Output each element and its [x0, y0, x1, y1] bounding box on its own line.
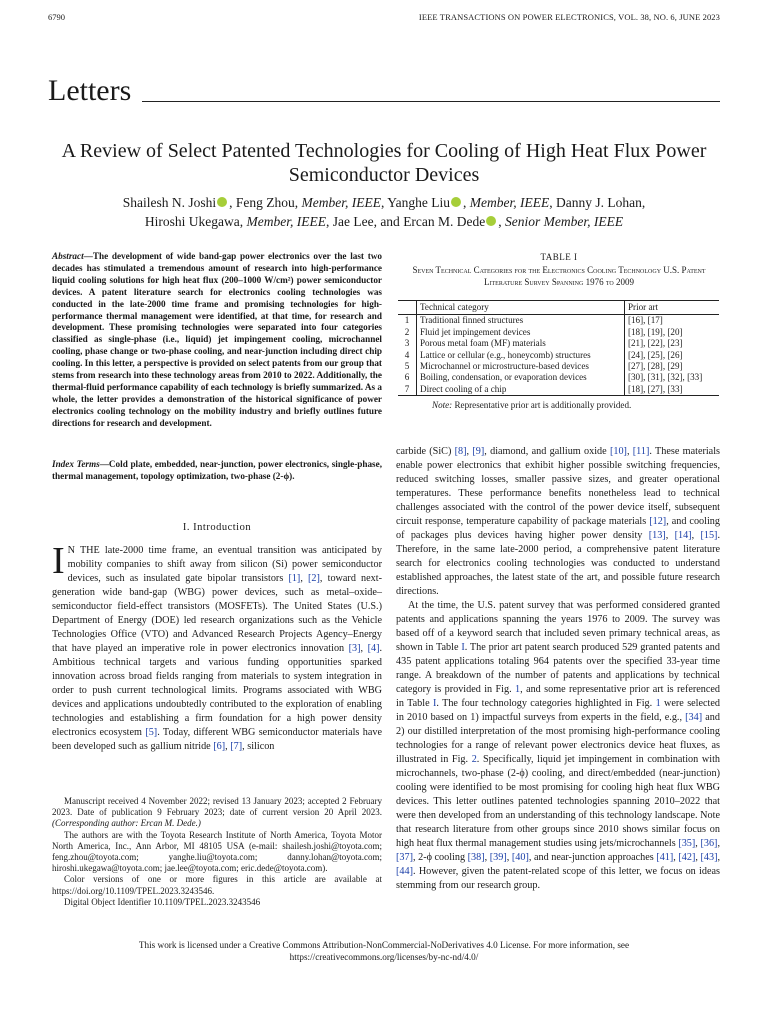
reference-link[interactable]: 1: [655, 698, 661, 709]
right-column-body: [396, 445, 720, 893]
reference-link[interactable]: [11]: [632, 446, 650, 457]
author: [556, 195, 642, 210]
reference-link[interactable]: [36]: [700, 838, 718, 849]
reference-link[interactable]: [3]: [348, 643, 361, 654]
author-line-1: Shailesh N. Joshi , Feng Zhou, Member, IEEE, Yanghe Liu , Member, IEEE, Danny J. Lohan,: [122, 195, 646, 210]
abstract-text: The development of wide band-gap power electronics over the last two decades has stimulated a tremendous amount of research into high-performance liquid cooling solutions for high heat flux (200–1000 W/cm²) power semiconductor devices. A patent literature search for electronics cooling technologies was conducted in the late-2000 time frame and promising technologies for high-performance thermal management were identified, at that time, for research and development. These promising technologies were separated into four categories classified as single-phase (i.e., liquid) jet impingement cooling, microchannel cooling, phase change or two-phase cooling, and near-junction including direct chip cooling. In this letter, a perspective is provided on select patents from our group that stems from research into these technology areas from 2010 to 2022. Additionally, the thermal-fluid performance capability of each technology is briefly summarized. As a whole, the letter provides a demonstration of the historical significance of power electronics cooling technology on the mobility industry and briefly outlines future directions for research and development.: [52, 251, 382, 428]
reference-link[interactable]: [1]: [288, 573, 301, 584]
reference-link[interactable]: [37]: [396, 852, 413, 863]
intro-paragraph: I N THE late-2000 time frame, an eventual transition was anticipated by mobility companies to shift away from silicon (Si) power semiconductor devices, such as insulated gate bipolar transistors [1], [2], toward next-generation wide band-gap (WBG) power devices, such as metal–oxide–semiconductor field-effect transistors (MOSFETs). The United States (U.S.) Department of Energy (DOE) led research organizations such as the Vehicle Technologies Office (VTO) and Advanced Research Projects Agency–Energy that have played an imperative role in power electronics innovation [3], [4]. Ambitious technical targets and various funding opportunities sparked innovation across broad fields ranging from materials to system integration in order to push current technological limits. Programs associated with WBG devices and applications undoubtedly contributed to the exploration of enabling technologies and establishing a firm foundation for a high power density electronics ecosystem [5]. Today, different WBG semiconductor materials have been developed such as gallium nitride [6], [7], silicon: [52, 540, 383, 752]
table-cell-num: 2: [398, 327, 417, 338]
author-membership: Senior Member, IEEE: [505, 214, 624, 229]
table-note-text: Representative prior art is additionally provided.: [452, 400, 632, 410]
table-cell-prior-art: [18], [19], [20]: [627, 326, 683, 337]
reference-link[interactable]: [12]: [649, 516, 667, 527]
table-cell-prior-art: [27], [28], [29]: [627, 361, 683, 372]
reference-link[interactable]: [15]: [700, 530, 718, 541]
page-number: 6790: [48, 12, 65, 22]
table-cell-num: 1: [398, 315, 417, 327]
reference-link[interactable]: [43]: [700, 852, 718, 863]
orcid-icon[interactable]: [486, 216, 496, 226]
table-cell-prior-art: [18], [27], [33]: [624, 384, 719, 396]
author: Feng Zhou, Member, IEEE: [235, 195, 381, 210]
table-caption: Seven Technical Categories for the Electronics Cooling Technology U.S. Patent Literature Survey Spanning 1976 to 2009: [412, 265, 706, 287]
reference-link[interactable]: [9]: [472, 446, 485, 457]
author-membership: Member, IEEE: [469, 195, 550, 210]
reference-link[interactable]: [13]: [648, 530, 666, 541]
reference-link[interactable]: 1: [515, 684, 521, 695]
reference-link[interactable]: [10]: [609, 446, 627, 457]
author: Hiroshi Ukegawa, Member, IEEE: [144, 214, 326, 229]
reference-link[interactable]: [44]: [396, 866, 413, 877]
drop-cap: I: [52, 540, 65, 582]
intro-body: [52, 540, 383, 754]
orcid-icon[interactable]: [217, 197, 227, 207]
table-cell-category: Traditional finned structures: [417, 315, 625, 327]
reference-link[interactable]: [34]: [685, 712, 703, 723]
table-label: TABLE I: [540, 252, 578, 262]
table-row: [398, 350, 719, 361]
table-cell-prior-art: [16], [17]: [627, 315, 663, 326]
author-name: Hiroshi Ukegawa: [144, 214, 240, 229]
author-name: Danny J. Lohan: [556, 195, 642, 210]
author-name: Ercan M. Dede: [403, 214, 486, 229]
reference-link[interactable]: [41]: [656, 852, 674, 863]
right-paragraph-1: carbide (SiC) [8], [9], diamond, and gallium oxide [10], [11]. These materials enable power electronics that exhibit higher possible switching frequencies, reduced switching losses, smaller passive sizes, and greater operational temperatures. These performance benefits nonetheless lead to technical challenges associated with the control of the power device itself, subsequent circuit response, temperature capability of package materials [12], and cooling of packages plus devices having higher power density [13], [14], [15]. Therefore, in the same late-2000 period, a comprehensive patent literature search for electronics cooling technologies was conducted to understand established approaches, the latest state of the art, and possible future research directions.: [396, 446, 721, 597]
author-membership: Member, IEEE: [301, 195, 381, 210]
corresponding-author: (Corresponding author: Ercan M. Dede.): [52, 818, 201, 829]
index-terms-label: Index Terms: [52, 459, 100, 469]
abstract-label: Abstract: [52, 251, 84, 261]
reference-link[interactable]: [40]: [511, 852, 529, 863]
index-terms-text: Cold plate, embedded, near-junction, power electronics, single-phase, thermal management, topology optimization, two-phase (2-ϕ).: [52, 459, 383, 481]
table-cell-prior-art: [21], [22], [23]: [627, 338, 683, 349]
table-cell-num: 5: [398, 361, 417, 372]
table-technical-categories: [398, 300, 719, 396]
table-cell-num: 6: [398, 372, 417, 383]
reference-link[interactable]: [35]: [678, 838, 696, 849]
footnote-affiliation: The authors are with the Toyota Research Institute of North America, Toyota Motor North America, Inc., Ann Arbor, MI 48105 USA (e-mail: shailesh.joshi@toyota.com; feng.zhou@toyota.com; yanghe.liu@toyota.com; danny.lohan@toyota.com; hiroshi.ukegawa@toyota.com; jae.lee@toyota.com; eric.dede@toyota.com).: [52, 829, 382, 874]
reference-link[interactable]: [5]: [145, 727, 158, 738]
reference-link[interactable]: [8]: [454, 446, 467, 457]
reference-link[interactable]: [38]: [467, 852, 485, 863]
table-row: [398, 327, 719, 338]
author: Ercan M. Dede , Senior Member, IEEE: [403, 214, 624, 229]
license-text: This work is licensed under a Creative Commons Attribution-NonCommercial-NoDerivatives 4.0 License. For more information, see: [138, 940, 630, 950]
reference-link[interactable]: [39]: [489, 852, 507, 863]
footnote-dates: Manuscript received 4 November 2022; revised 13 January 2023; accepted 2 February 2023. Date of publication 9 February 2023; date of current version 20 April 2023.: [52, 796, 382, 818]
table-row: [398, 315, 719, 327]
table-cell-category: Boiling, condensation, or evaporation devices: [417, 372, 625, 383]
table-cell-category: Microchannel or microstructure-based devices: [417, 361, 625, 372]
table-note-label: Note:: [432, 400, 453, 410]
author-list: [48, 193, 720, 231]
table-header-category: Technical category: [417, 301, 625, 315]
table-cell-category: Direct cooling of a chip: [417, 384, 625, 396]
section-rule: [142, 101, 720, 102]
journal-header: IEEE TRANSACTIONS ON POWER ELECTRONICS, VOL. 38, NO. 6, JUNE 2023: [418, 12, 720, 22]
table-cell-prior-art: [24], [25], [26]: [627, 349, 683, 360]
section-title-row: [48, 76, 720, 106]
table-row: [398, 338, 719, 349]
intro-heading: I. Introduction: [182, 522, 252, 533]
table-cell-num: 4: [398, 350, 417, 361]
section-title: Letters: [48, 74, 132, 107]
license-notice: [48, 939, 720, 963]
reference-link[interactable]: I: [432, 698, 437, 709]
table-header-num: [398, 301, 417, 315]
table-header-prior-art: Prior art: [624, 301, 719, 315]
table-header-row: [398, 301, 719, 315]
reference-link[interactable]: [14]: [674, 530, 692, 541]
abstract: Abstract—The development of wide band-gap power electronics over the last two decades has stimulated a tremendous amount of research into high-performance liquid cooling solutions for high heat flux (200–1000 W/cm²) power semiconductor devices. A patent literature search for electronics cooling technologies was conducted in the late-2000 time frame and promising technologies for high-performance thermal management were identified, at that time, for research and development. These promising technologies were separated into four categories classified as single-phase (i.e., liquid) jet impingement cooling, microchannel cooling, phase change or two-phase cooling, and near-junction including direct chip cooling. In this letter, a perspective is provided on select patents from our group that stems from research into these technology areas from 2010 to 2022. Additionally, the thermal-fluid performance capability of each technology is briefly summarized. As a whole, the letter provides a demonstration of the historical significance of power electronics cooling technology on the mobility industry and briefly outlines future directions for research and development.: [52, 251, 382, 428]
author: [123, 195, 229, 210]
reference-link[interactable]: [4]: [367, 643, 380, 654]
table-row: [398, 372, 719, 383]
author-line-2: Hiroshi Ukegawa, Member, IEEE, Jae Lee, and Ercan M. Dede , Senior Member, IEEE: [144, 214, 624, 229]
footnote-manuscript: [52, 796, 382, 830]
reference-link[interactable]: [6]: [213, 741, 226, 752]
footnote: [52, 796, 382, 908]
reference-link[interactable]: [2]: [308, 573, 320, 584]
footnote-doi: Digital Object Identifier 10.1109/TPEL.2023.3243546: [64, 896, 261, 907]
author: Yanghe Liu , Member, IEEE: [387, 195, 550, 210]
reference-link[interactable]: 2: [471, 754, 477, 765]
table-cell-num: 3: [398, 338, 417, 349]
table-cell-category: Lattice or cellular (e.g., honeycomb) structures: [417, 350, 625, 361]
table-cell-category: Fluid jet impingement devices: [417, 327, 625, 338]
table-note: [432, 400, 631, 410]
index-terms: Index Terms—Cold plate, embedded, near-junction, power electronics, single-phase, thermal management, topology optimization, two-phase (2-ϕ).: [52, 459, 383, 481]
right-paragraph-2: At the time, the U.S. patent survey that was performed considered granted patents and applications spanning the years 1976 to 2009. The survey was based off of a keyword search that included seven primary technical areas, as shown in Table I. The prior art patent search produced 529 granted patents and 435 patent applications totaling 964 patents over the specified 33-year time range. A breakdown of the number of patents and applications by technical category is provided in Fig. 1, and some representative prior art is referenced in Table I. The four technology categories highlighted in Fig. 1 were selected in 2010 based on 1) impactful surveys from experts in the field, e.g., [34] and 2) our distilled interpretation of the most promising high-performance cooling technologies for a range of relevant power electronics device heat fluxes, as illustrated in Fig. 2. Specifically, liquid jet impingement in combination with microchannels, two-phase (2-ϕ) cooling, and direct/embedded (near-junction) cooling were identified to be most promising for cooling high heat flux WBG devices. This letter outlines patented technologies spanning 2010–2022 that were then developed from an understanding of this technology landscape. Note that research literature from other groups since 2010 shows similar focus on high heat flux thermal management studies using jets/microchannels [35], [36], [37], 2-ϕ cooling [38], [39], [40], and near-junction approaches [41], [42], [43], [44]. However, given the patent-related scope of this letter, we focus on ideas stemming from our research group.: [396, 600, 721, 891]
license-url[interactable]: https://creativecommons.org/licenses/by-nc-nd/4.0/: [289, 952, 479, 962]
table-cell-num: 7: [398, 384, 417, 396]
table-cell-category: Porous metal foam (MF) materials: [417, 338, 625, 349]
author-name: Jae Lee: [332, 214, 374, 229]
reference-link[interactable]: I: [461, 642, 465, 653]
footnote-color: Color versions of one or more figures in this article are available at https://doi.org/10.1109/TPEL.2023.3243546.: [52, 874, 382, 896]
reference-link[interactable]: [7]: [230, 741, 243, 752]
orcid-icon[interactable]: [451, 197, 461, 207]
table-row: [398, 361, 719, 372]
author: [333, 214, 374, 229]
table-row: [398, 384, 719, 396]
author-name: Yanghe Liu: [387, 195, 451, 210]
author-name: Feng Zhou: [235, 195, 295, 210]
author-name: Shailesh N. Joshi: [122, 195, 217, 210]
author-membership: Member, IEEE: [246, 214, 326, 229]
paper-title: A Review of Select Patented Technologies for Cooling of High Heat Flux Power Semiconductor Devices: [61, 140, 707, 186]
table-cell-prior-art: [30], [31], [32], [33]: [627, 372, 703, 383]
reference-link[interactable]: [42]: [678, 852, 696, 863]
